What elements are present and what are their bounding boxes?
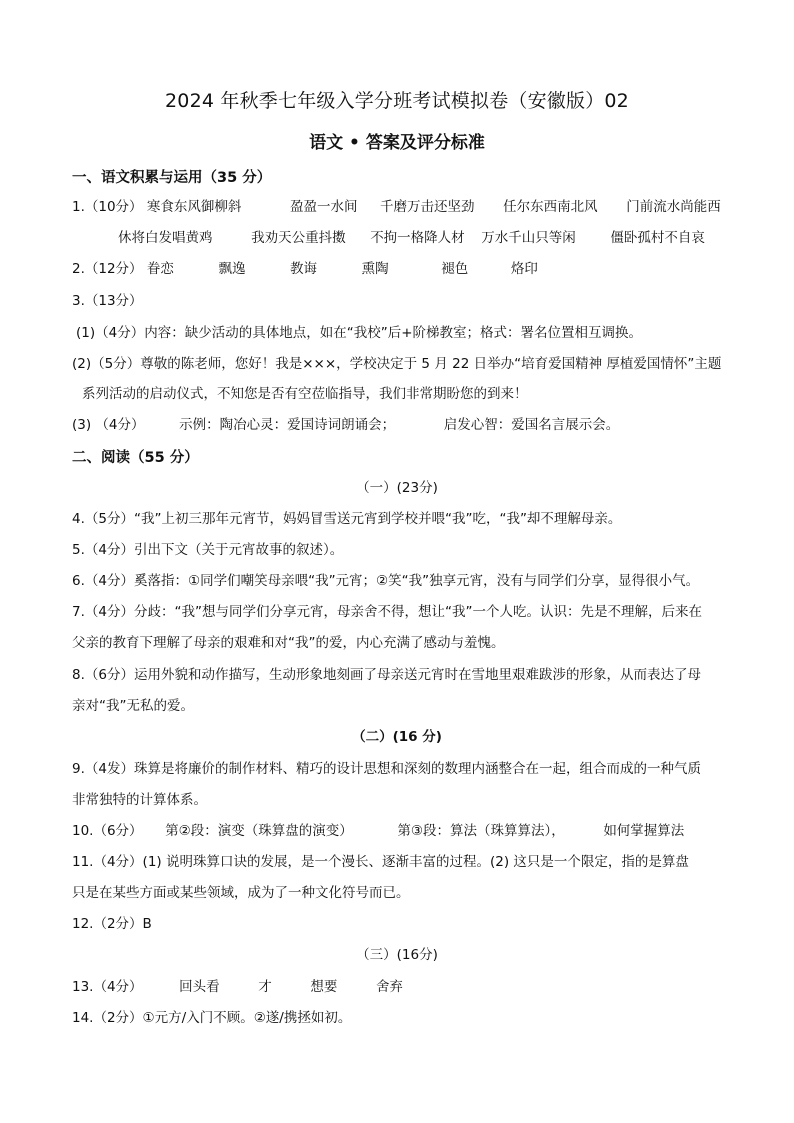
q3-part-3: [72, 416, 619, 434]
q2-word: 飘逸: [218, 261, 246, 277]
q9-answer-line-1: 9.（4发）珠算是将廉价的制作材料、精巧的设计思想和深刻的数理内涵整合在一起，组合而成的一种气质: [72, 761, 701, 777]
q10-part-b: 第②段：演变（珠算盘的演变）: [165, 823, 353, 839]
q1-label: 1.（10分）: [72, 199, 143, 215]
q10-label: 10.（6分）: [72, 823, 143, 839]
part-1-heading: （一）(23分): [356, 480, 438, 496]
q11-answer-line-2: 只是在某些方面或某些领域，成为了一种文化符号而已。: [72, 885, 410, 901]
q13-answer: [72, 978, 403, 996]
q1-answer: 万水千山只等闲: [481, 230, 576, 246]
q3-part-3-example-1: 示例：陶冶心灵：爱国诗词朗诵会；: [179, 417, 396, 433]
q1-answer: 任尔东西南北风: [503, 199, 598, 215]
q13-word: 想要: [310, 979, 338, 995]
q14-answer: 14.（2分）①元方/入门不顾。②遂/携拯如初。: [72, 1010, 352, 1026]
q10-part-d: 如何掌握算法: [603, 823, 685, 839]
part-2-heading: （二）(16 分): [352, 729, 442, 745]
q6-answer: 6.（4分）奚落指：①同学们嘲笑母亲喂“我”元宵；②笑“我”独享元宵，没有与同学们分享，显得很小气。: [72, 573, 700, 589]
q10-part-c: 第③段：算法（珠算算法），: [397, 823, 565, 839]
q1-answer: 盈盈一水间: [289, 199, 358, 215]
q7-answer-line-1: 7.（4分）分歧：“我”想与同学们分享元宵，母亲舍不得，想让“我”一个人吃。认识：先是不理解，后来在: [72, 604, 702, 620]
q1-row-2: [118, 229, 705, 247]
page-title: 2024 年秋季七年级入学分班考试模拟卷（安徽版）02: [165, 90, 629, 112]
q13-label: 13.（4分）: [72, 979, 143, 995]
q4-answer: 4.（5分）“我”上初三那年元宵节，妈妈冒雪送元宵到学校并喂“我”吃，“我”却不理解母亲。: [72, 511, 622, 527]
section-heading-2: 二、阅读（55 分）: [72, 450, 199, 466]
q2-line: [72, 260, 538, 278]
q8-answer-line-1: 8.（6分）运用外貌和动作描写，生动形象地刻画了母亲送元宵时在雪地里艰难跋涉的形象，从而表达了母: [72, 667, 701, 683]
q8-answer-line-2: 亲对“我”无私的爱。: [72, 698, 194, 714]
q1-answer: 休将白发唱黄鸡: [118, 230, 213, 246]
q3-label: 3.（13分）: [72, 293, 143, 309]
q3-part-3-example-2: 启发心智：爱国名言展示会。: [443, 417, 620, 433]
q10-answer: [72, 822, 684, 840]
q2-word: 眷恋: [146, 261, 174, 277]
q7-answer-line-2: 父亲的教育下理解了母亲的艰难和对“我”的爱，内心充满了感动与羞愧。: [72, 635, 505, 651]
q1-answer: 寒食东风御柳斜: [146, 199, 242, 215]
q5-answer: 5.（4分）引出下文（关于元宵故事的叙述）。: [72, 542, 344, 558]
q1-answer: 不拘一格降人材: [370, 230, 465, 246]
q13-word: 才: [258, 979, 272, 995]
q9-answer-line-2: 非常独特的计算体系。: [72, 792, 207, 808]
q13-word: 回头看: [179, 979, 220, 995]
q13-word: 舍弃: [375, 979, 403, 995]
section-heading-1: 一、语文积累与运用（35 分）: [72, 170, 272, 186]
q12-answer: 12.（2分）B: [72, 916, 152, 932]
q11-answer-line-1: 11.（4分）(1) 说明珠算口诀的发展，是一个漫长、逐渐丰富的过程。(2) 这只是一个限定，指的是算盘: [72, 854, 689, 870]
q1-answer: 我劝天公重抖擞: [251, 230, 346, 246]
q3-part-2-line-2: 系列活动的启动仪式，不知您是否有空莅临指导，我们非常期盼您的到来！: [82, 386, 528, 402]
page-subtitle: 语文 • 答案及评分标准: [309, 133, 485, 153]
q3-part-3-label: (3) （4分）: [72, 417, 145, 433]
q3-part-2-line-1: (2)（5分）尊敬的陈老师，您好！我是×××，学校决定于 5 月 22 日举办“培育爱国精神 厚植爱国情怀”主题: [72, 356, 722, 372]
q2-word: 教诲: [290, 261, 318, 277]
q2-label: 2.（12分）: [72, 261, 143, 277]
q1-answer: 千磨万击还坚劲: [380, 199, 475, 215]
q1-answer: 僵卧孤村不自哀: [610, 230, 705, 246]
q2-word: 褪色: [441, 261, 469, 277]
part-3-heading: （三）(16分): [356, 947, 438, 963]
q2-word: 熏陶: [361, 261, 389, 277]
q2-word: 烙印: [510, 261, 538, 277]
q3-part-1: (1)（4分）内容：缺少活动的具体地点，如在“我校”后+阶梯教室；格式：署名位置相互调换。: [76, 325, 643, 341]
q1-answer: 门前流水尚能西: [626, 199, 721, 215]
q1-row-1: [72, 198, 721, 216]
